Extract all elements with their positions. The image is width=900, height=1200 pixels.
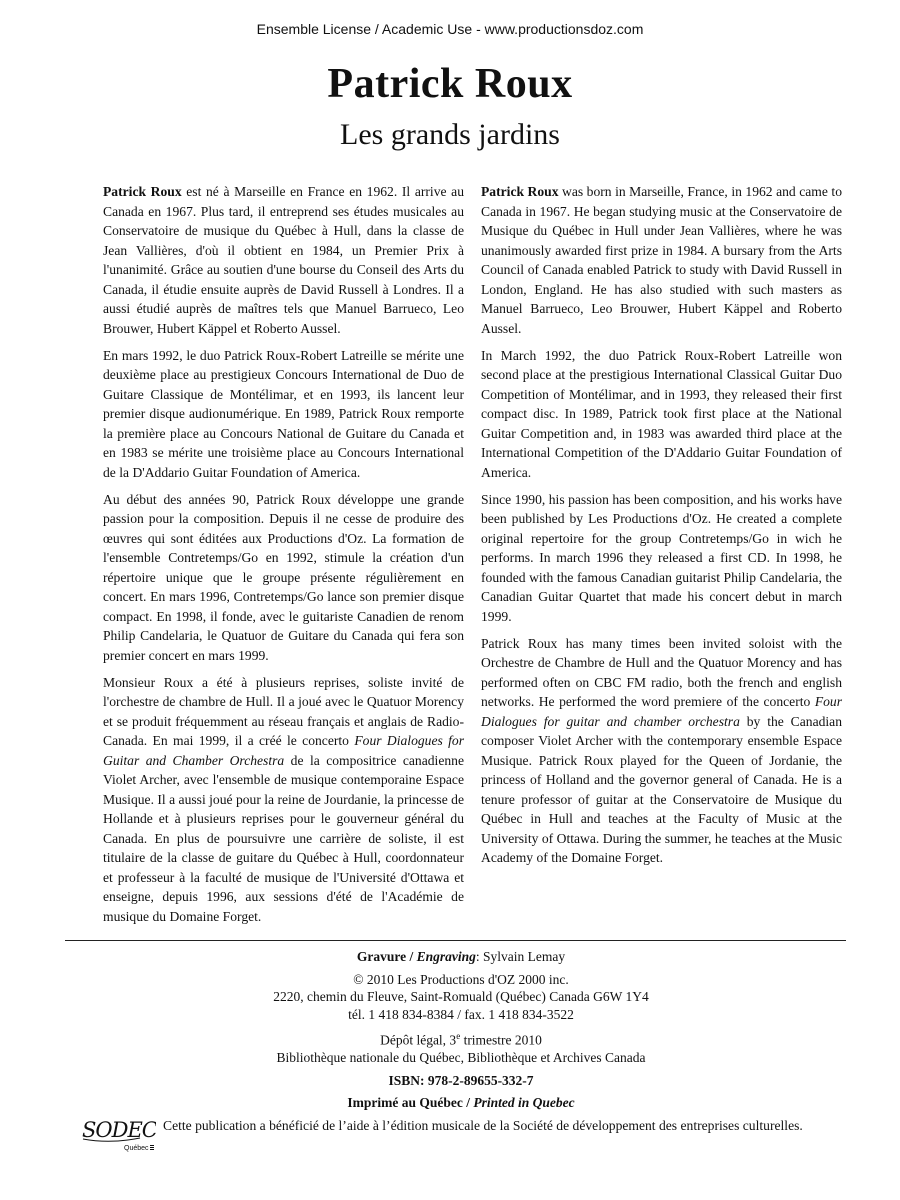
legal-deposit-text-a: Dépôt légal, 3 bbox=[380, 1032, 457, 1048]
biography-english bbox=[481, 182, 842, 875]
publisher-phone: tél. 1 418 834-8384 / fax. 1 418 834-3522 bbox=[348, 1006, 574, 1022]
section-divider bbox=[65, 940, 846, 941]
bio-en-p4-text-a: Patrick Roux has many times been invited soloist with the Orchestre de Chambre de Hull and the Quatuor Morency and has performed often on CBC FM radio, both the french and english networks. He performed the word premiere of the concerto bbox=[481, 635, 842, 709]
library-names: Bibliothèque nationale du Québec, Bibliothèque et Archives Canada bbox=[276, 1050, 646, 1065]
bio-en-paragraph-3: Since 1990, his passion has been composition, and his works have been published by Les Productions d'Oz. He created a complete original repertoire for the group Contretemps/Go in wich he performs. In march 1996 they released a first CD. In 1998, he founded with the famous Canadian guitarist Philip Candelaria, the Canadian Guitar Quartet that made his concert debut in march 1999. bbox=[481, 491, 842, 624]
engraving-credit bbox=[0, 948, 900, 966]
svg-text:SODEC: SODEC bbox=[82, 1118, 156, 1142]
bio-fr-p4-text-a: Monsieur Roux a été à plusieurs reprises, soliste invité de l'orchestre de chambre de Hull. Il a joué avec le Quatuor Morency et se produit fréquemment au réseau français et anglais de Radio-Canada. En mai 1999, il a créé le concerto bbox=[103, 674, 464, 748]
bio-fr-paragraph-3: Au début des années 90, Patrick Roux développe une grande passion pour la composition. Depuis il ne cesse de produire des œuvres qui sont éditées aux Productions d'Oz. La formation de l'ensemble Contretemps/Go en 1992, stimule la création d'un répertoire unique que le groupe présente régulièrement en concert. En mars 1996, Contretemps/Go lance son premier disque compact. En 1998, il fonde, avec le guitariste Canadien de renom Philip Candelaria, le Quatuor de Guitare du Canada qui fera son premier concert en mars 1999. bbox=[103, 491, 464, 663]
printed-in bbox=[0, 1094, 900, 1112]
bio-en-paragraph-1 bbox=[481, 182, 842, 338]
publication-credits bbox=[0, 948, 900, 1112]
legal-deposit-superscript: e bbox=[456, 1031, 461, 1041]
legal-deposit-text-b: trimestre 2010 bbox=[460, 1032, 542, 1048]
sodec-logo bbox=[80, 1110, 156, 1154]
bio-en-concerto-title: Four Dialogues for guitar and chamber orchestra bbox=[481, 694, 842, 729]
engraving-label-fr: Gravure / bbox=[356, 949, 417, 964]
copyright-line: © 2010 Les Productions d'OZ 2000 inc. bbox=[353, 971, 569, 987]
engraving-label-en: Engraving bbox=[416, 949, 476, 964]
svg-text:Québec: Québec bbox=[124, 1145, 149, 1152]
publisher-address: 2220, chemin du Fleuve, Saint-Romuald (Québec) Canada G6W 1Y4 bbox=[273, 989, 649, 1004]
engraver-name: : Sylvain Lemay bbox=[475, 949, 566, 964]
composer-name: Patrick Roux bbox=[327, 61, 573, 107]
bio-fr-concerto-title: Four Dialogues for Guitar and Chamber Orchestra bbox=[103, 733, 465, 768]
printed-in-en: Printed in Quebec bbox=[473, 1095, 575, 1110]
sodec-funding-note: Cette publication a bénéficié de l’aide à l’édition musicale de la Société de développement des entreprises culturelles. bbox=[163, 1118, 803, 1133]
bio-fr-p1-text: est né à Marseille en France en 1962. Il arrive au Canada en 1967. Plus tard, il entreprend ses études musicales au Conservatoire de musique du Québec à Hull, dans la classe de Jean Vallières, d'où il obtient en 1984, un Premier Prix à l'unanimité. Grâce au soutien d'une bourse du Conseil des Arts du Canada, il étudie ensuite auprès de David Russell à Londres. Il a aussi étudié auprès de maîtres tels que Manuel Barrueco, Leo Brouwer, Hubert Käppel et Roberto Aussel. bbox=[103, 184, 464, 336]
biography-french bbox=[103, 182, 464, 934]
bio-en-lead-name: Patrick Roux bbox=[481, 184, 559, 199]
legal-deposit bbox=[0, 1028, 900, 1049]
bio-fr-p4-text-b: de la compositrice canadienne Violet Archer, avec l'ensemble de musique contemporaine Espace Musique. Il a aussi joué pour la reine de Jourdanie, la princesse de Hollande et à plusieurs reprises pour le gouverneur général du Canada. En plus de poursuivre une carrière de soliste, il est titulaire de la classe de guitare du Québec à Hull, coordonnateur et professeur à la faculté de musique de l'Université d'Ottawa et enseigne, depuis 1996, aux sessions d'été de l'Académie de musique du Domaine Forget. bbox=[103, 752, 464, 924]
bio-fr-lead-name: Patrick Roux bbox=[103, 184, 182, 199]
bio-fr-paragraph-1 bbox=[103, 182, 464, 338]
isbn: ISBN: 978-2-89655-332-7 bbox=[388, 1072, 534, 1088]
bio-en-p1-text: was born in Marseille, France, in 1962 and came to Canada in 1967. He began studying music at the Conservatoire de Musique du Québec in Hull under Jean Vallières, where he was unanimously awarded first prize in 1984. A bursary from the Arts Council of Canada enabled Patrick to study with David Russell in London, England. He has also studied with such masters as Manuel Barrueco, Leo Brouwer, Hubert Käppel and Roberto Aussel. bbox=[481, 184, 842, 336]
license-notice: Ensemble License / Academic Use - www.productionsdoz.com bbox=[256, 21, 644, 37]
printed-in-fr: Imprimé au Québec / bbox=[347, 1095, 474, 1110]
piece-title: Les grands jardins bbox=[340, 118, 560, 151]
bio-fr-paragraph-2: En mars 1992, le duo Patrick Roux-Robert Latreille se mérite une deuxième place au prestigieux Concours International de Duo de Guitare Classique de Montélimar, et en 1993, ils lancent leur premier disque audionumérique. En 1989, Patrick Roux remporte la première place au Concours National de Guitare du Canada et en 1983 se mérite une troisième place au Concours International de la D'Addario Guitar Foundation of America. bbox=[103, 347, 464, 480]
bio-en-paragraph-2: In March 1992, the duo Patrick Roux-Robert Latreille won second place at the prestigious International Classical Guitar Duo Competition of Montélimar, and in 1993, they released their first compact disc. In 1989, Patrick took first place at the National Guitar Competition and, in 1983 was awarded third place at the International Competition of the D'Addario Guitar Foundation of America. bbox=[481, 347, 842, 480]
bio-en-paragraph-4 bbox=[481, 634, 842, 868]
bio-fr-paragraph-4 bbox=[103, 673, 464, 927]
bio-en-p4-text-b: by the Canadian composer Violet Archer with the contemporary ensemble Espace Musique. Patrick Roux played for the Queen of Jordanie, the princess of Holland and the governor general of Canada. He is a tenure professor of guitar at the Conservatoire de Musique du Québec in Hull and teaches at the Faculty of Music at the University of Ottawa. During the summer, he teaches at the Music Academy of the Domaine Forget. bbox=[481, 713, 843, 865]
